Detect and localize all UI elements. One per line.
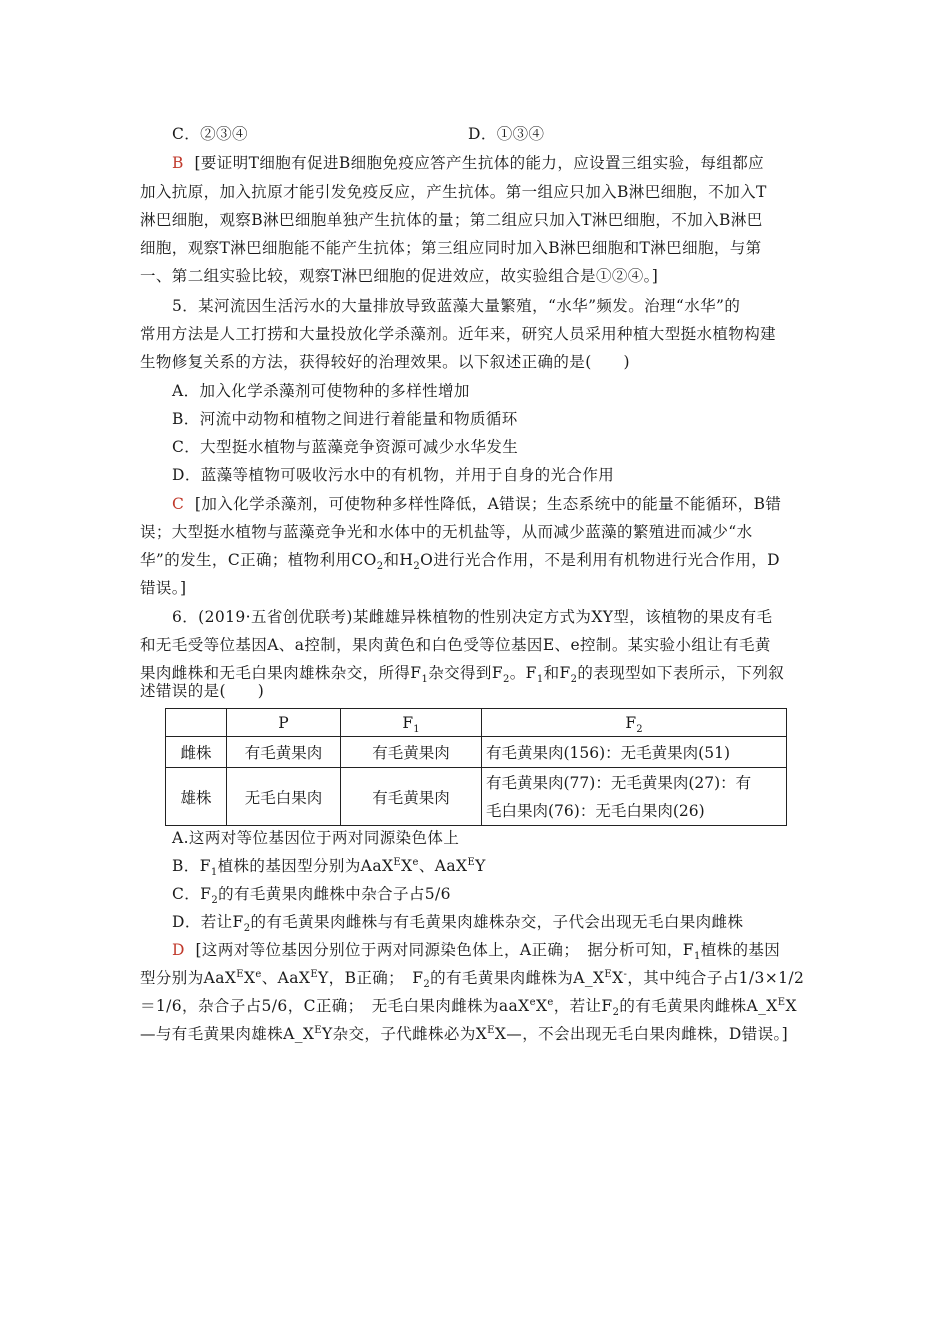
q6-explanation-line-2: 型分别为AaX$^E$Xe、AaX$^E$Y，B正确； $F_2$的有毛黄果肉雌株为$A\_X^EX^-$，其中纯合子占1/3×1/2 — [140, 968, 805, 991]
q6-option-b: B．$F_1$植株的基因型分别为AaX$^E$Xe、AaX$^E$Y — [172, 856, 486, 879]
table-row — [166, 768, 787, 826]
q5-answer-letter: C — [172, 495, 185, 513]
table-header-f1: $F_1$ — [341, 709, 482, 737]
table-row — [166, 737, 787, 768]
q5-option-b: B．河流中动物和植物之间进行着能量和物质循环 — [172, 410, 518, 428]
q5-option-d: D．蓝藻等植物可吸收污水中的有机物，并用于自身的光合作用 — [172, 466, 615, 484]
table-cell-p: 有毛黄果肉 — [227, 737, 341, 768]
table-cell-f1: 有毛黄果肉 — [341, 737, 482, 768]
phenotype-table — [165, 708, 787, 826]
q6-explanation-line-3: ＝1/6，杂合子占5/6，C正确； 无毛白果肉雌株为aaX$^e$Xe，若让$F_2$的有毛黄果肉雌株$A\_X^EX$ — [140, 996, 797, 1019]
table-cell-f1: 有毛黄果肉 — [341, 768, 482, 826]
q5-stem-line-1: 5．某河流因生活污水的大量排放导致蓝藻大量繁殖，“水华”频发。治理“水华”的 — [172, 297, 741, 315]
q6-stem-line-2: 和无毛受等位基因A、a控制，果肉黄色和白色受等位基因E、e控制。某实验小组让有毛黄 — [140, 636, 771, 654]
q5-explanation-line-2: 误；大型挺水植物与蓝藻竞争光和水体中的无机盐等，从而减少蓝藻的繁殖进而减少“水 — [140, 523, 753, 541]
q4-explanation-line-1: B [要证明T细胞有促进B细胞免疫应答产生抗体的能力，应设置三组实验，每组都应 — [172, 154, 765, 172]
q4-option-c: C．②③④ — [172, 125, 248, 143]
q4-answer-letter: B — [172, 154, 184, 172]
table-cell-f2: 有毛黄果肉(77)：无毛黄果肉(27)：有 毛白果肉(76)：无毛白果肉(26) — [482, 768, 787, 826]
q5-explanation-line-4: 错误。] — [140, 579, 187, 597]
q6-option-d: D．若让$F_2$的有毛黄果肉雌株与有毛黄果肉雄株杂交，子代会出现无毛白果肉雌株 — [172, 913, 744, 935]
q6-stem-line-4: 述错误的是( ) — [140, 682, 265, 700]
q6-explanation-line-1: D [这两对等位基因分别位于两对同源染色体上，A正确； 据分析可知，$F_1$植株的基因 — [172, 941, 781, 963]
q5-option-a: A．加入化学杀藻剂可使物种的多样性增加 — [172, 382, 470, 400]
table-header-row — [166, 709, 787, 737]
table-header-f2: $F_2$ — [482, 709, 787, 737]
q5-explanation-line-1: C [加入化学杀藻剂，可使物种多样性降低，A错误；生态系统中的能量不能循环，B错 — [172, 495, 782, 513]
table-cell-sex: 雌株 — [166, 737, 227, 768]
q6-option-a: A.这两对等位基因位于两对同源染色体上 — [172, 829, 460, 847]
q6-stem-line-3: 果肉雌株和无毛白果肉雄株杂交，所得$F_1$杂交得到$F_2$。$F_1$和$F_2$的表现型如下表所示，下列叙 — [140, 664, 785, 686]
table-header-p: P — [227, 709, 341, 737]
q5-stem-line-3: 生物修复关系的方法，获得较好的治理效果。以下叙述正确的是( ) — [140, 353, 630, 371]
table-cell-f2: 有毛黄果肉(156)：无毛黄果肉(51) — [482, 737, 787, 768]
q6-stem-line-1: 6．(2019·五省创优联考)某雌雄异株植物的性别决定方式为XY型，该植物的果皮有毛 — [172, 608, 773, 626]
q4-explanation-line-3: 淋巴细胞，观察B淋巴细胞单独产生抗体的量；第二组应只加入T淋巴细胞，不加入B淋巴 — [140, 211, 763, 229]
q5-stem-line-2: 常用方法是人工打捞和大量投放化学杀藻剂。近年来，研究人员采用种植大型挺水植物构建 — [140, 325, 777, 343]
q4-explanation-line-4: 细胞，观察T淋巴细胞能不能产生抗体；第三组应同时加入B淋巴细胞和T淋巴细胞，与第 — [140, 239, 762, 257]
q6-explanation-line-4: —与有毛黄果肉雄株$A\_X^EY$杂交，子代雌株必为$X^EX—$，不会出现无毛白果肉雌株，D错误。] — [140, 1024, 789, 1043]
q5-explanation-line-3: 华”的发生，C正确；植物利用$CO_2$和$H_2O$进行光合作用，不是利用有机物进行光合作用，D — [140, 551, 780, 573]
q4-option-d: D．①③④ — [468, 125, 545, 143]
q4-explanation-line-5: 一、第二组实验比较，观察T淋巴细胞的促进效应，故实验组合是①②④。] — [140, 267, 659, 285]
table-cell-sex: 雄株 — [166, 768, 227, 826]
q6-answer-letter: D — [172, 941, 185, 959]
q5-option-c: C．大型挺水植物与蓝藻竞争资源可减少水华发生 — [172, 438, 519, 456]
q4-explanation-line-2: 加入抗原，加入抗原才能引发免疫反应，产生抗体。第一组应只加入B淋巴细胞，不加入T — [140, 183, 767, 201]
q6-option-c: C．$F_2$的有毛黄果肉雌株中杂合子占5/6 — [172, 885, 451, 907]
table-header-blank — [166, 709, 227, 737]
table-cell-p: 无毛白果肉 — [227, 768, 341, 826]
